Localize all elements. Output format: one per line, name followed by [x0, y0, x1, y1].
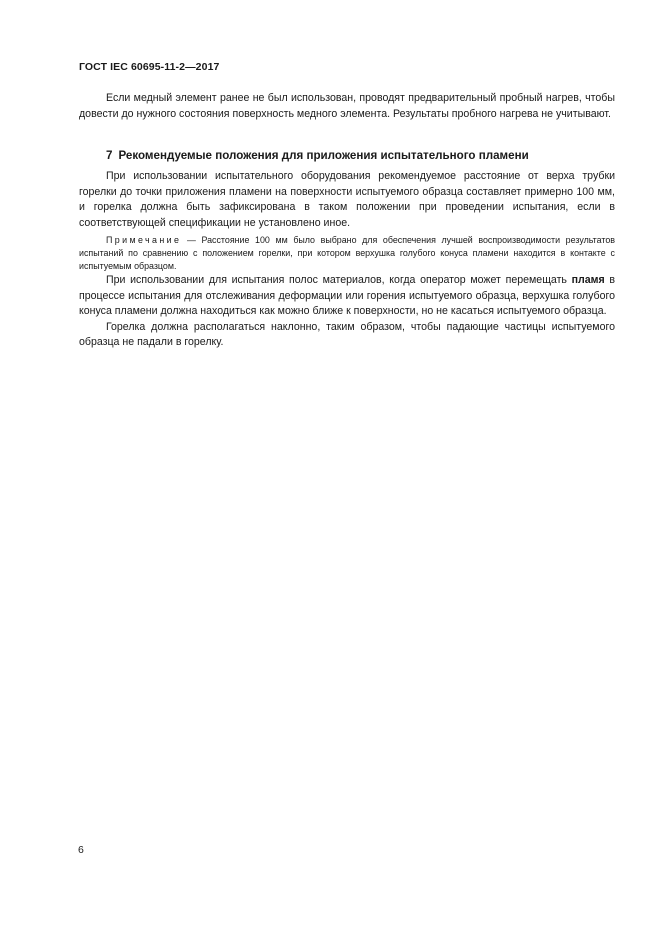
note-label: Примечание [106, 235, 182, 245]
section-number: 7 [106, 149, 113, 162]
note-text: — Расстояние 100 мм было выбрано для обеспечения лучшей воспроизводимости результатов испытаний по сравнению с положением горелки, при котором верхушка голубого конуса пламени находится в контакте с испытуемым образцом. [79, 235, 615, 271]
paragraph-distance: При использовании испытательного оборудования рекомендуемое расстояние от верха трубки горелки до точки приложения пламени на поверхности испытуемого образца составляет примерно 100 мм, и горелка должна быть зафиксирована в таком положении при проведении испытания, если в соответствующей спецификации не установлено иное. [79, 170, 615, 229]
paragraph-strips [79, 273, 615, 320]
note-block [79, 234, 615, 273]
section-title [79, 148, 615, 163]
paragraph-strips-start: При использовании для испытания полос материалов, когда оператор может перемещать [106, 274, 572, 286]
intro-block [79, 91, 615, 122]
page-number: 6 [78, 844, 84, 856]
intro-paragraph: Если медный элемент ранее не был использован, проводят предварительный пробный нагрев, чтобы довести до нужного состояния поверхность медного элемента. Результаты пробного нагрева не учитывают. [79, 92, 615, 120]
paragraph-burner-tilt: Горелка должна располагаться наклонно, таким образом, чтобы падающие частицы испытуемого образца не падали в горелку. [79, 320, 615, 349]
paragraph-strips-bold: пламя [571, 274, 605, 286]
section-body [79, 169, 615, 231]
standard-header: ГОСТ IEC 60695-11-2—2017 [79, 61, 220, 73]
strip-test-block [79, 273, 615, 351]
paragraph-strips-end: в процессе испытания для отслеживания деформации или горения испытуемого образца, верхушка голубого конуса пламени должна находиться как можно ближе к поверхности, но не касаться испытуемого образца. [79, 274, 615, 318]
section-heading [79, 148, 615, 163]
section-title-text: Рекомендуемые положения для приложения испытательного пламени [118, 149, 529, 162]
note-paragraph [79, 234, 615, 273]
